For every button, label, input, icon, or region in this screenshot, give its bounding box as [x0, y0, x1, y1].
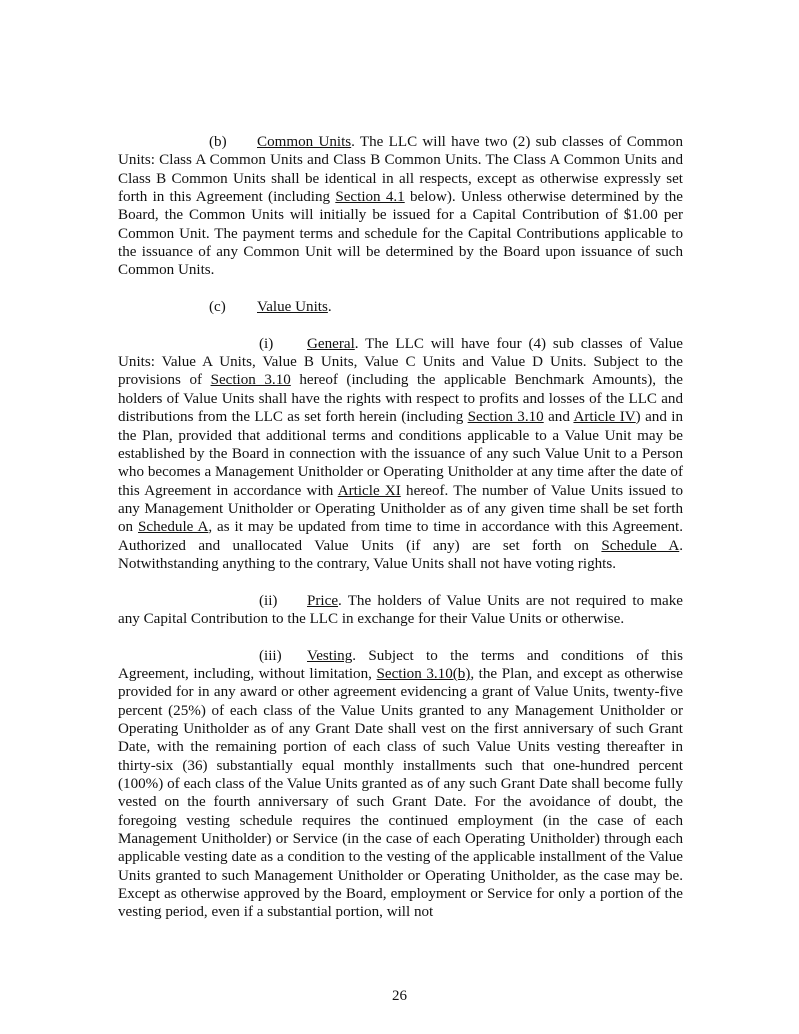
- section-marker-i: (i): [259, 335, 274, 352]
- section-marker-ii: (ii): [259, 592, 278, 609]
- heading-general: General: [307, 335, 355, 352]
- heading-value-units: Value Units: [257, 299, 328, 316]
- cross-reference-link[interactable]: Section 4.1: [335, 189, 405, 206]
- text: . The LLC will have four (4) sub classes of Value Units: Value A Units, Value B Units, Value C Units and Value D Units. Subject to the provisions of: [118, 335, 683, 389]
- section-marker-iii: (iii): [259, 647, 282, 664]
- text: and: [543, 409, 574, 426]
- heading-price: Price: [307, 592, 339, 609]
- cross-reference-link[interactable]: Section 3.10(b): [376, 665, 471, 682]
- paragraph-price: [118, 592, 683, 629]
- document-body: [118, 133, 683, 922]
- cross-reference-link[interactable]: Article IV: [573, 409, 636, 426]
- text: below). Unless otherwise determined by the Board, the Common Units will initially be issued for a Capital Contribution of $1.00 per Common Unit. The payment terms and schedule for the Capital Contributions applicable to the issuance of any Common Unit will be determined by the Board upon issuance of such Common Units.: [118, 189, 684, 279]
- text: . Notwithstanding anything to the contrary, Value Units shall not have voting rights.: [118, 537, 684, 572]
- paragraph-value-units-heading: [118, 298, 683, 316]
- heading-common-units: Common Units: [257, 134, 352, 150]
- text: .: [327, 299, 332, 316]
- cross-reference-link[interactable]: Schedule A: [138, 519, 209, 536]
- section-marker-b: (b): [209, 134, 227, 150]
- text: hereof (including the applicable Benchmark Amounts), the holders of Value Units shall have the rights with respect to profits and losses of the LLC and distributions from the LLC as set forth herein (including: [118, 372, 683, 426]
- cross-reference-link[interactable]: Article XI: [337, 482, 401, 499]
- page-number: 26: [392, 988, 407, 1004]
- text: . The holders of Value Units are not required to make any Capital Contribution to the LLC in exchange for their Value Units or otherwise.: [118, 592, 683, 627]
- section-marker-c: (c): [209, 299, 226, 316]
- paragraph-general: [118, 335, 683, 573]
- text: . Subject to the terms and conditions of this Agreement, including, without limitation,: [118, 647, 683, 682]
- text: ) and in the Plan, provided that additional terms and conditions applicable to a Value Unit may be established by the Board in connection with the issuance of any such Value Unit to a Person who becomes a Management Unitholder or Operating Unitholder at any time after the date of this Agreement in accordance with: [118, 409, 683, 499]
- heading-vesting: Vesting: [307, 647, 353, 664]
- cross-reference-link[interactable]: Schedule A: [601, 537, 680, 554]
- paragraph-vesting: [118, 647, 683, 922]
- text: hereof. The number of Value Units issued to any Management Unitholder or Operating Unitholder as of any given time shall be set forth on: [118, 482, 684, 536]
- text: , as it may be updated from time to time in accordance with this Agreement. Authorized and unallocated Value Units (if any) are set forth on: [118, 519, 684, 554]
- paragraph-common-units: [118, 133, 683, 280]
- text: . The LLC will have two (2) sub classes of Common Units: Class A Common Units and Class B Common Units. The Class A Common Units and Class B Common Units shall be identical in all respects, except as otherwise expressly set forth in this Agreement (including: [118, 134, 683, 206]
- cross-reference-link[interactable]: Section 3.10: [467, 409, 544, 426]
- text: , the Plan, and except as otherwise provided for in any award or other agreement evidencing a grant of Value Units, twenty-five percent (25%) of each class of the Value Units granted to any Management Unitholder or Operating Unitholder as of any Grant Date shall vest on the first anniversary of such Grant Date, with the remaining portion of each class of such Value Units vesting thereafter in thirty-six (36) substantially equal monthly installments such that one-hundred percent (100%) of each class of the Value Units granted as of any such Grant Date shall become fully vested on the fourth anniversary of such Grant Date. For the avoidance of doubt, the foregoing vesting schedule requires the continued employment (in the case of each Management Unitholder) or Service (in the case of each Operating Unitholder) through each applicable vesting date as a condition to the vesting of the applicable installment of the Value Units granted to such Management Unitholder or Operating Unitholder, as the case may be. Except as otherwise approved by the Board, employment or Service for only a portion of the vesting period, even if a substantial portion, will not: [118, 665, 684, 921]
- cross-reference-link[interactable]: Section 3.10: [210, 372, 291, 389]
